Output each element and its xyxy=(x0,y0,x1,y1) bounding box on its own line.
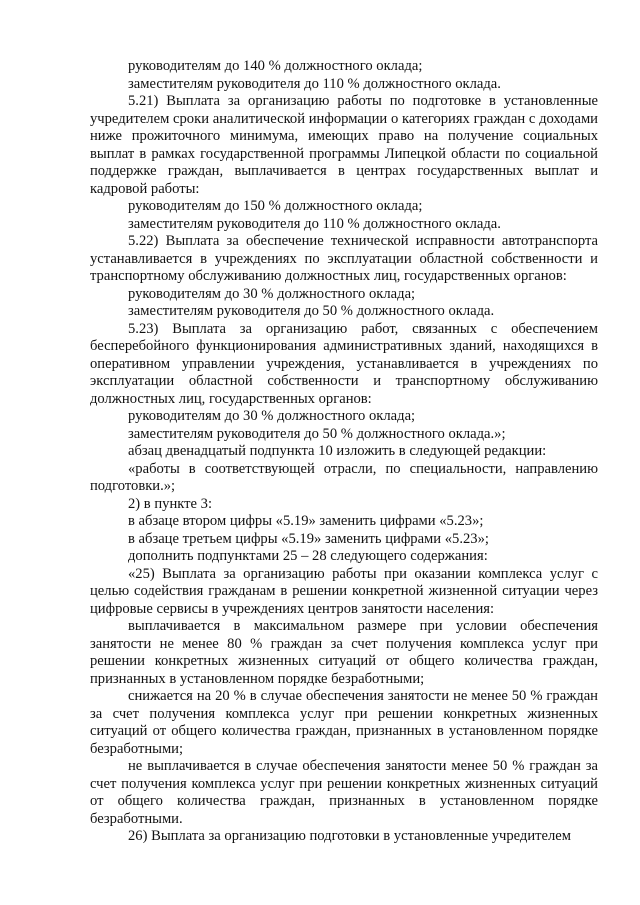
paragraph-12: абзац двенадцатый подпункта 10 изложить в следующей редакции: xyxy=(128,443,547,459)
paragraph-17: дополнить подпунктами 25 – 28 следующего содержания: xyxy=(128,548,488,564)
paragraph-2: заместителям руководителя до 110 % должностного оклада. xyxy=(128,75,501,92)
paragraph-13: «работы в соответствующей отрасли, по специальности, направлению подготовки.»; xyxy=(90,460,598,494)
paragraph-20: снижается на 20 % в случае обеспечения занятости не менее 50 % граждан за счет получения комплекса услуг при решении конкретных жизненных ситуаций от общего количества граждан, признанных в установленном порядке безработными; xyxy=(90,688,598,757)
paragraph-22: 26) Выплата за организацию подготовки в установленные учредителем xyxy=(128,828,572,844)
paragraph-3: 5.21) Выплата за организацию работы по подготовке в установленные учредителем сроки аналитической информации о категориях граждан с доходами ниже прожиточного минимума, имеющих право на получение социальных выплат в рамках государственной программы Липецкой области по социальной поддержке граждан, выплачивается в центрах государственных выплат и кадровой работы: xyxy=(90,93,598,197)
paragraph-11: заместителям руководителя до 50 % должностного оклада.»; xyxy=(128,425,506,442)
paragraph-16: в абзаце третьем цифры «5.19» заменить цифрами «5.23»; xyxy=(128,530,489,547)
paragraph-19: выплачивается в максимальном размере при условии обеспечения занятости не менее 80 % граждан за счет получения комплекса услуг при решении конкретных жизненных ситуаций от общего количества граждан, признанных в установленном порядке безработными; xyxy=(90,618,598,687)
paragraph-14: 2) в пункте 3: xyxy=(128,495,213,512)
paragraph-10: руководителям до 30 % должностного оклада; xyxy=(128,408,416,424)
paragraph-1: руководителям до 140 % должностного оклада; xyxy=(128,58,423,74)
paragraph-15: в абзаце втором цифры «5.19» заменить цифрами «5.23»; xyxy=(128,513,484,529)
paragraph-5: заместителям руководителя до 110 % должностного оклада. xyxy=(128,215,501,232)
paragraph-9: 5.23) Выплата за организацию работ, связанных с обеспечением бесперебойного функционирования административных зданий, находящихся в оперативном управлении учреждения, устанавливается в учреждениях по эксплуатации областной собственности и транспортному обслуживанию должностных лиц, государственных органов: xyxy=(90,320,598,407)
paragraph-6: 5.22) Выплата за обеспечение технической исправности автотранспорта устанавливается в учреждениях по эксплуатации областной собственности и транспортному обслуживанию должностных лиц, государственных органов: xyxy=(90,233,598,284)
paragraph-21: не выплачивается в случае обеспечения занятости менее 50 % граждан за счет получения комплекса услуг при решении конкретных жизненных ситуаций от общего количества граждан, признанных в установленном порядке безработными. xyxy=(90,758,598,827)
document-body xyxy=(90,58,598,846)
paragraph-7: руководителям до 30 % должностного оклада; xyxy=(128,285,416,302)
paragraph-8: заместителям руководителя до 50 % должностного оклада. xyxy=(128,303,495,319)
paragraph-4: руководителям до 150 % должностного оклада; xyxy=(128,198,423,214)
paragraph-18: «25) Выплата за организацию работы при оказании комплекса услуг с целью содействия гражданам в решении конкретной жизненной ситуации через цифровые сервисы в учреждениях центров занятости населения: xyxy=(90,565,598,617)
